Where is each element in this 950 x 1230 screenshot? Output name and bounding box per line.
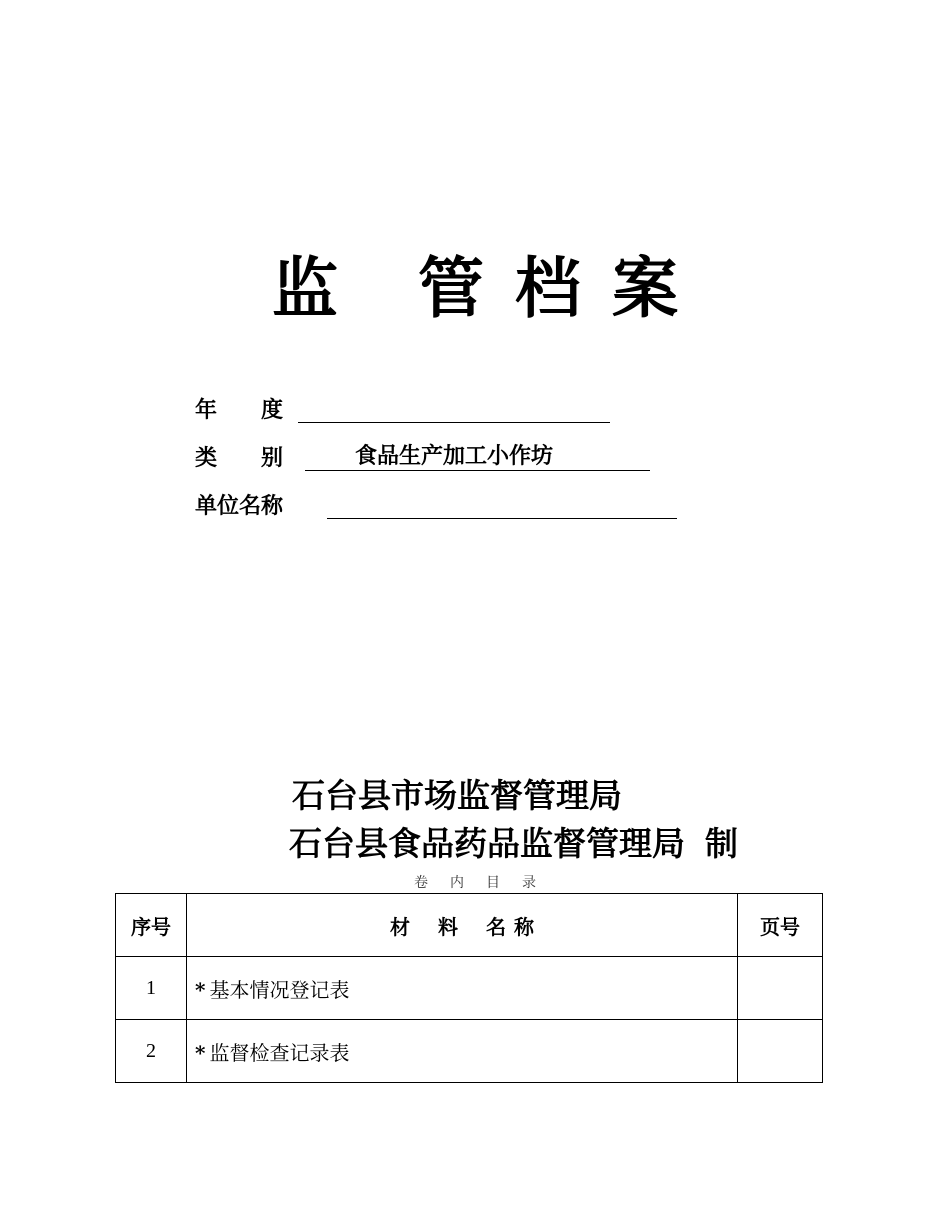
toc-subtitle-char: 录 [522, 875, 536, 891]
document-title [0, 248, 950, 328]
toc-subtitle-char: 内 [450, 875, 464, 891]
unit-name-label: 单位名称 [195, 493, 284, 519]
title-char: 案 [612, 249, 678, 327]
title-char: 监 [272, 249, 338, 327]
title-char: 档 [515, 249, 581, 327]
row-name-cell [187, 957, 738, 1020]
seq-header: 序号 [116, 894, 187, 957]
row-name: 监督检查记录表 [209, 1040, 350, 1065]
row-name-cell [187, 1020, 738, 1083]
toc-subtitle-char: 卷 [414, 875, 428, 891]
row-page[interactable] [738, 957, 823, 1020]
name-header-char: 名 [486, 914, 506, 939]
required-star: * [195, 1040, 206, 1065]
required-star: * [195, 977, 206, 1002]
issuer-name: 石台县食品药品监督管理局 [289, 824, 685, 863]
year-label-char: 年 [195, 397, 218, 423]
name-header-char: 材 [390, 914, 410, 939]
category-label [195, 442, 283, 474]
table-row [116, 1020, 823, 1083]
name-header-char: 料 [438, 914, 458, 939]
page-header: 页号 [738, 894, 823, 957]
year-underline[interactable] [298, 394, 610, 423]
row-seq: 2 [116, 1020, 187, 1083]
name-header [187, 894, 738, 957]
category-label-char: 类 [195, 445, 218, 471]
issuer-suffix: 制 [705, 824, 738, 863]
year-label-char: 度 [261, 397, 284, 423]
category-value: 食品生产加工小作坊 [355, 443, 554, 469]
issuer-line-2 [289, 824, 738, 864]
row-page[interactable] [738, 1020, 823, 1083]
name-header-char: 称 [514, 914, 534, 939]
table-header-row [116, 894, 823, 957]
title-char: 管 [418, 249, 484, 327]
row-seq: 1 [116, 957, 187, 1020]
unit-name-underline[interactable] [327, 490, 677, 519]
toc-subtitle [0, 872, 950, 892]
category-underline[interactable] [305, 442, 650, 471]
table-row [116, 957, 823, 1020]
year-label [195, 394, 283, 426]
row-name: 基本情况登记表 [209, 977, 350, 1002]
category-label-char: 别 [261, 445, 284, 471]
toc-table [115, 893, 823, 1083]
issuer-line-1: 石台县市场监督管理局 [292, 776, 622, 815]
toc-subtitle-char: 目 [486, 875, 500, 891]
